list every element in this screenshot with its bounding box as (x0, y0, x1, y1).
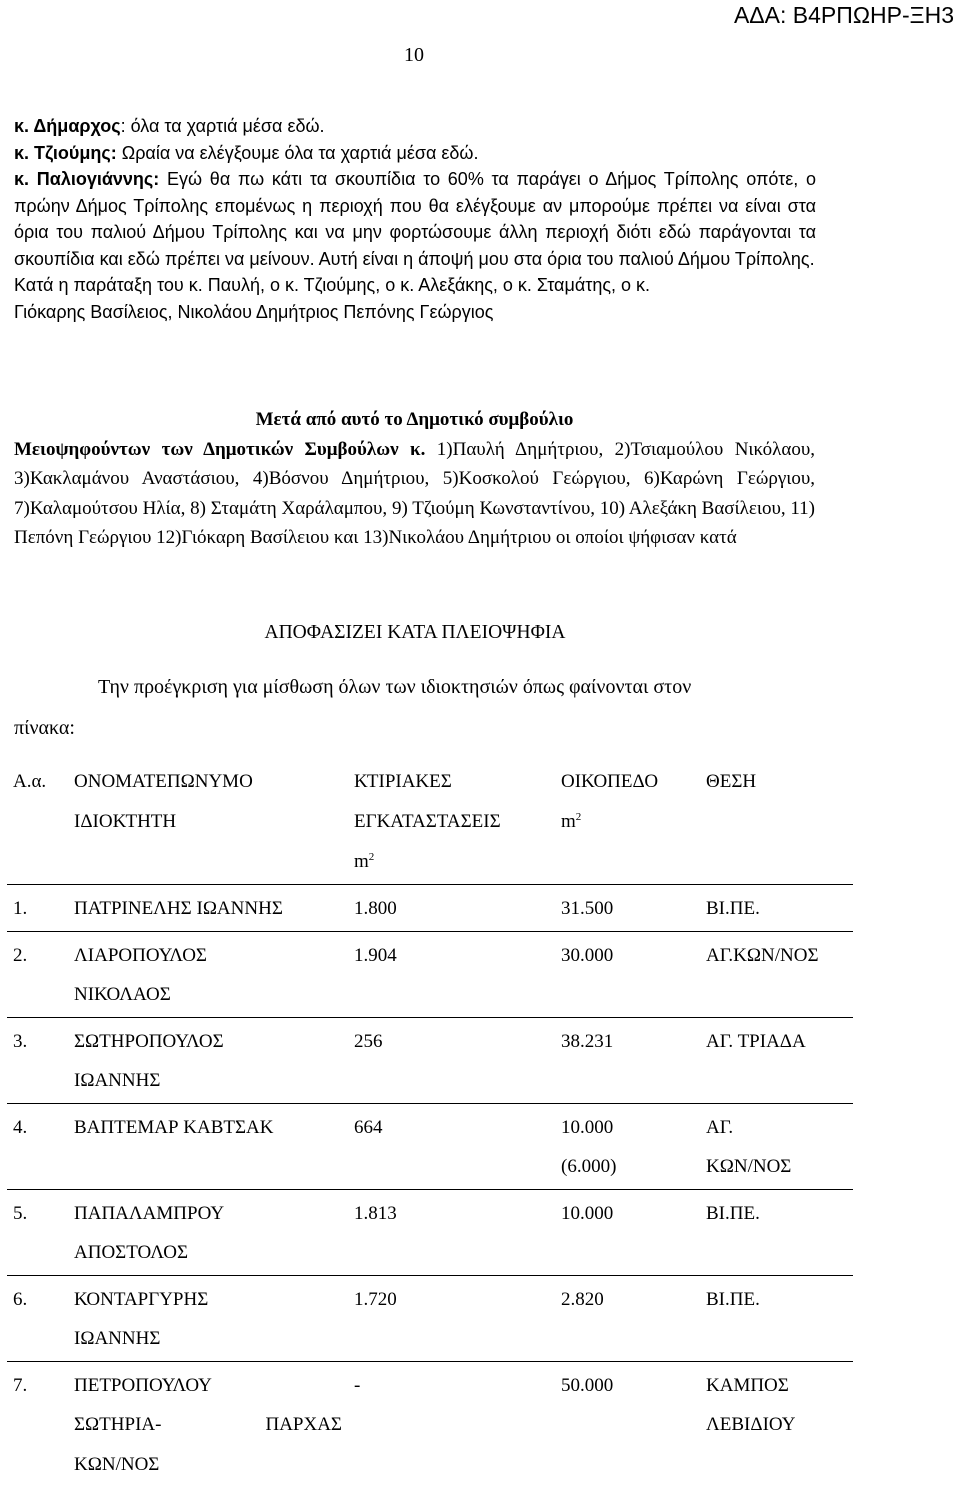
cell-owner-line (74, 1405, 342, 1445)
table-header-row (7, 758, 853, 885)
minutes-line-mayor (14, 113, 816, 140)
speaker-mayor: κ. Δήμαρχος (14, 116, 121, 136)
ada-code: ΑΔΑ: Β4ΡΠΩΗΡ-ΞΗ3 (734, 2, 954, 29)
cell-owner-line: ΣΩΤΗΡΟΠΟΥΛΟΣ (74, 1022, 342, 1062)
header-aa: Α.α. (7, 758, 68, 885)
cell-buildings-line: 1.800 (354, 889, 549, 929)
cell-position-line: ΒΙ.ΠΕ. (706, 889, 847, 929)
approval-text: Την προέγκριση για μίσθωση όλων των ιδιοκτησιών όπως φαίνονται στον (98, 676, 691, 699)
cell-aa (7, 931, 68, 1017)
cell-owner (68, 885, 348, 932)
cell-buildings (348, 1103, 555, 1189)
cell-buildings (348, 1361, 555, 1486)
cell-position (700, 931, 853, 1017)
cell-aa (7, 1275, 68, 1361)
cell-buildings (348, 1189, 555, 1275)
cell-position (700, 1361, 853, 1486)
header-owner-line-1: ΟΝΟΜΑΤΕΠΩΝΥΜΟ (74, 762, 342, 802)
header-buildings-line-1: ΚΤΙΡΙΑΚΕΣ (354, 762, 549, 802)
cell-aa-line: 3. (13, 1022, 62, 1062)
cell-position (700, 885, 853, 932)
cell-aa (7, 1103, 68, 1189)
cell-position (700, 1103, 853, 1189)
vote-minority-list (14, 435, 815, 553)
minutes-text (14, 113, 816, 325)
cell-aa (7, 1361, 68, 1486)
cell-owner-word: ΣΩΤΗΡΙΑ- (74, 1405, 161, 1445)
cell-buildings (348, 885, 555, 932)
cell-buildings (348, 931, 555, 1017)
cell-owner-line: ΚΩΝ/ΝΟΣ (74, 1445, 342, 1485)
vote-minority-lead: Μειοψηφούντων των Δημοτικών Συμβούλων κ. (14, 439, 425, 460)
page-number: 10 (404, 44, 424, 67)
header-plot-unit (561, 802, 694, 842)
cell-plot (555, 1189, 700, 1275)
cell-aa-line: 5. (13, 1194, 62, 1234)
speaker-tziumis: κ. Τζιούμης: (14, 143, 117, 163)
cell-plot-line: (6.000) (561, 1147, 694, 1187)
cell-owner-line: ΚΟΝΤΑΡΓΥΡΗΣ (74, 1280, 342, 1320)
cell-plot-line: 10.000 (561, 1194, 694, 1234)
cell-buildings-line: - (354, 1366, 549, 1406)
cell-position-line: ΑΓ.ΚΩΝ/ΝΟΣ (706, 936, 847, 976)
cell-position (700, 1189, 853, 1275)
cell-aa-line: 1. (13, 889, 62, 929)
cell-buildings-line: 1.904 (354, 936, 549, 976)
header-owner (68, 758, 348, 885)
cell-owner-line: ΠΕΤΡΟΠΟΥΛΟΥ (74, 1366, 342, 1406)
vote-minority-names: 1)Παυλή Δημήτριου, 2)Τσιαμούλου Νικόλαου, 3)Κακλαμάνου Αναστάσιου, 4)Βόσνου Δημήτριου, 5)Κοσκολού Γεώργιου, 6)Καρώνη Γεώργιου, 7)Καλαμούτσου Ηλία, 8) Σταμάτη Χαράλαμπου, 9) Τζιούμη Κωνσταντίνου, 10) Αλεξάκη Βασίλειου, 11) Πεπόνη Γεώργιου 12)Γιόκαρη Βασίλειου και 13)Νικολάου Δημήτριου οι οποίοι ψήφισαν κατά (14, 439, 815, 549)
cell-plot-line: 2.820 (561, 1280, 694, 1320)
table-row (7, 1189, 853, 1275)
cell-owner-line: ΛΙΑΡΟΠΟΥΛΟΣ (74, 936, 342, 976)
cell-owner-line: ΝΙΚΟΛΑΟΣ (74, 975, 342, 1015)
cell-plot (555, 1361, 700, 1486)
header-buildings-line-2: ΕΓΚΑΤΑΣΤΑΣΕΙΣ (354, 802, 549, 842)
cell-position-line: ΑΓ. (706, 1108, 847, 1148)
cell-buildings-line: 256 (354, 1022, 549, 1062)
unit-m: m (561, 811, 576, 832)
table-row (7, 931, 853, 1017)
cell-owner (68, 1361, 348, 1486)
cell-position-line: ΒΙ.ΠΕ. (706, 1194, 847, 1234)
cell-position-line: ΚΑΜΠΟΣ (706, 1366, 847, 1406)
cell-aa-line: 7. (13, 1366, 62, 1406)
table-row (7, 1103, 853, 1189)
properties-table (7, 758, 853, 1486)
paliogiannis-remark: Εγώ θα πω κάτι τα σκουπίδια το 60% τα παράγει ο Δήμος Τρίπολης οπότε, ο πρώην Δήμος Τρίπολης επομένως η περιοχή που θα ελέγξουμε αν μπορούμε πρέπει να είναι στα όρια του παλιού Δήμου Τρίπολης και να μην φορτώσουμε άλλη περιοχή διότι εδώ παράγονται τα σκουπίδια και εδώ πρέπει να μείνουν. Αυτή είναι η άποψή μου στα όρια του παλιού Δήμου Τρίπολης. (14, 169, 816, 269)
table-row (7, 1275, 853, 1361)
table-intro: πίνακα: (14, 717, 75, 740)
cell-aa-line: 6. (13, 1280, 62, 1320)
unit-exponent: 2 (369, 851, 375, 863)
cell-owner (68, 1103, 348, 1189)
against-line-2: Γιόκαρης Βασίλειος, Νικολάου Δημήτριος Πεπόνης Γεώργιος (14, 299, 816, 326)
cell-position (700, 1017, 853, 1103)
unit-m: m (354, 851, 369, 872)
decision-title: ΑΠΟΦΑΣΙΖΕΙ ΚΑΤΑ ΠΛΕΙΟΨΗΦΙΑ (0, 622, 830, 644)
cell-buildings-line: 1.720 (354, 1280, 549, 1320)
cell-plot-line: 38.231 (561, 1022, 694, 1062)
cell-plot-line: 50.000 (561, 1366, 694, 1406)
cell-plot-line: 31.500 (561, 889, 694, 929)
cell-owner-word: ΠΑΡΧΑΣ (265, 1405, 342, 1445)
cell-owner (68, 1017, 348, 1103)
cell-buildings (348, 1275, 555, 1361)
cell-aa-line: 4. (13, 1108, 62, 1148)
cell-buildings (348, 1017, 555, 1103)
cell-owner-line: ΠΑΤΡΙΝΕΛΗΣ ΙΩΑΝΝΗΣ (74, 889, 342, 929)
tziumis-remark: Ωραία να ελέγξουμε όλα τα χαρτιά μέσα εδώ. (117, 143, 479, 163)
cell-owner (68, 1189, 348, 1275)
cell-buildings-line: 1.813 (354, 1194, 549, 1234)
header-owner-line-2: ΙΔΙΟΚΤΗΤΗ (74, 802, 342, 842)
cell-aa (7, 885, 68, 932)
cell-plot-line: 10.000 (561, 1108, 694, 1148)
cell-position-line: ΚΩΝ/ΝΟΣ (706, 1147, 847, 1187)
minutes-line-tziumis (14, 140, 816, 167)
cell-plot (555, 1103, 700, 1189)
table-row (7, 1361, 853, 1486)
vote-section (14, 405, 815, 553)
cell-owner (68, 1275, 348, 1361)
table-row (7, 885, 853, 932)
cell-buildings-line: 664 (354, 1108, 549, 1148)
cell-owner (68, 931, 348, 1017)
table-row (7, 1017, 853, 1103)
minutes-paragraph-paliogiannis (14, 166, 816, 272)
vote-heading: Μετά από αυτό το Δημοτικό συμβούλιο (14, 405, 815, 435)
unit-exponent: 2 (576, 811, 582, 823)
cell-position-line: ΑΓ. ΤΡΙΑΔΑ (706, 1022, 847, 1062)
header-plot-line-1: ΟΙΚΟΠΕΔΟ (561, 762, 694, 802)
cell-aa-line: 2. (13, 936, 62, 976)
header-buildings (348, 758, 555, 885)
header-position: ΘΕΣΗ (700, 758, 853, 885)
cell-aa (7, 1017, 68, 1103)
cell-plot-line: 30.000 (561, 936, 694, 976)
header-buildings-unit (354, 842, 549, 882)
against-line-1: Κατά η παράταξη του κ. Παυλή, ο κ. Τζιούμης, ο κ. Αλεξάκης, ο κ. Σταμάτης, ο κ. (14, 272, 816, 299)
header-plot (555, 758, 700, 885)
cell-position-line: ΒΙ.ΠΕ. (706, 1280, 847, 1320)
cell-owner-line: ΠΑΠΑΛΑΜΠΡΟΥ (74, 1194, 342, 1234)
table-body (7, 885, 853, 1486)
speaker-paliogiannis: κ. Παλιογιάννης: (14, 169, 159, 189)
cell-plot (555, 885, 700, 932)
cell-owner-line: ΙΩΑΝΝΗΣ (74, 1061, 342, 1101)
cell-plot (555, 1275, 700, 1361)
cell-position (700, 1275, 853, 1361)
cell-owner-line: ΙΩΑΝΝΗΣ (74, 1319, 342, 1359)
cell-plot (555, 1017, 700, 1103)
mayor-remark: : όλα τα χαρτιά μέσα εδώ. (121, 116, 325, 136)
cell-position-line: ΛΕΒΙΔΙΟΥ (706, 1405, 847, 1445)
cell-plot (555, 931, 700, 1017)
cell-owner-line: ΑΠΟΣΤΟΛΟΣ (74, 1233, 342, 1273)
cell-aa (7, 1189, 68, 1275)
cell-owner-line: ΒΑΠΤΕΜΑΡ ΚΑΒΤΣΑΚ (74, 1108, 342, 1148)
